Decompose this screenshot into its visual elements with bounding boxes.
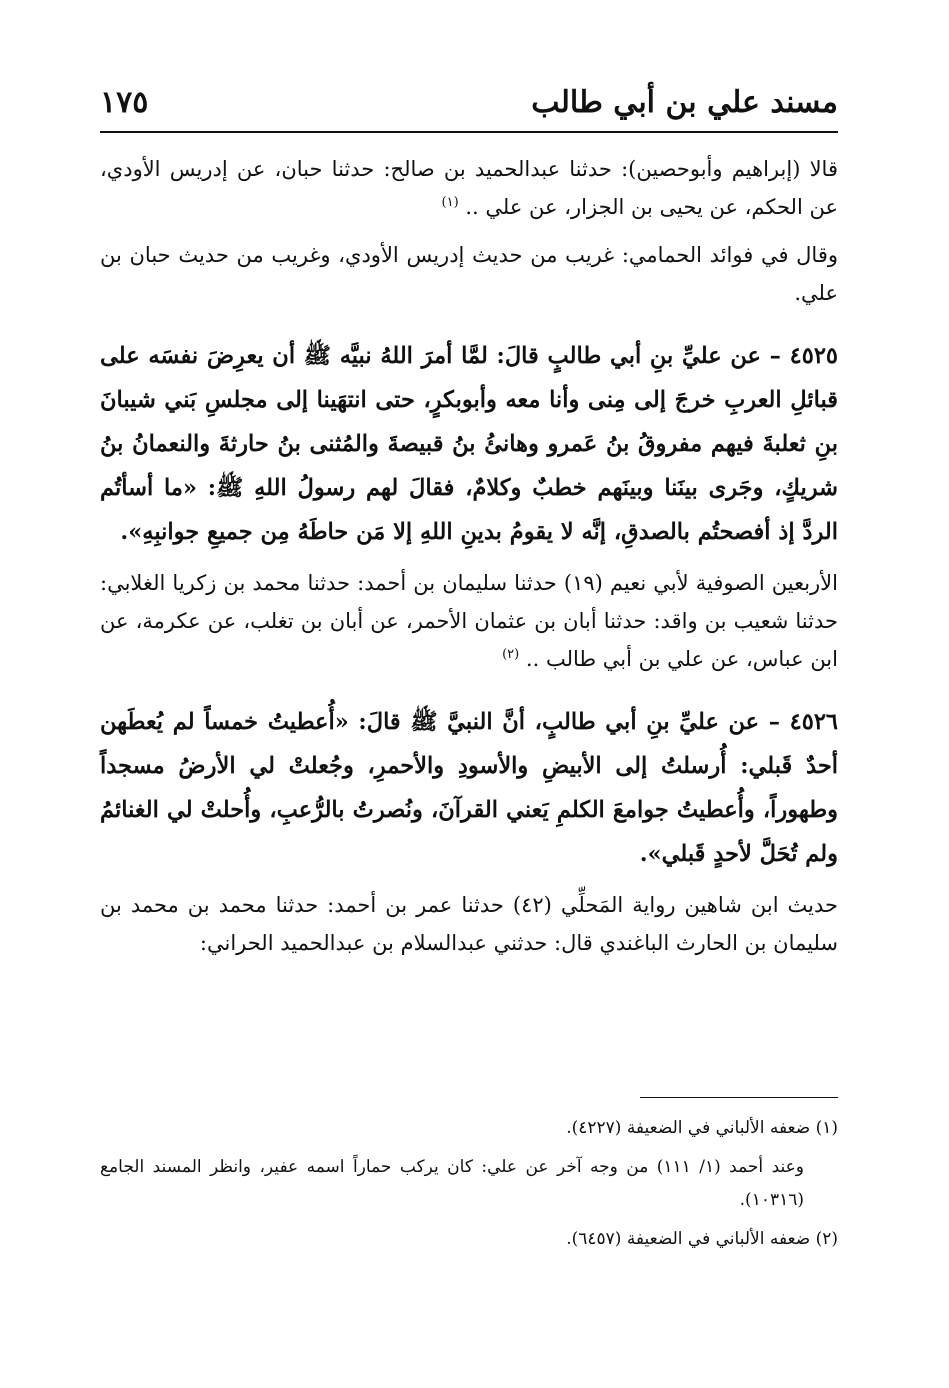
footnote-divider: [640, 1097, 838, 1098]
hadith-text: عن عليِّ بنِ أبي طالبٍ قالَ: لمَّا أمرَ اللهُ نبيَّه ﷺ أن يعرِضَ نفسَه على قبائلِ العربِ خرجَ إلى مِنى وأنا معه وأبوبكرٍ، حتى انتهَينا إلى مجلسِ بَني شيبانَ بنِ ثعلبةَ فيهم مفروقُ بنُ عَمرو وهانئُ بنُ قبيصةَ والمُثنى بنُ حارثةَ والنعمانُ بنُ شريكٍ، وجَرى بينَنا وبينَهم خطبٌ وكلامٌ، فقالَ لهم رسولُ اللهِ ﷺ: «ما أسأتُم الردَّ إذ أفصحتُم بالصدقِ، إنَّه لا يقومُ بدينِ اللهِ إلا مَن حاطَهُ مِن جميعِ جوانبِهِ».: [100, 343, 838, 545]
main-text: [100, 150, 838, 972]
hadith-4526: [100, 700, 838, 876]
footnote-1: (١) ضعفه الألباني في الضعيفة (٤٢٢٧).: [566, 1118, 838, 1138]
paragraph-source-4525: [100, 564, 838, 678]
hadith-4525: [100, 334, 838, 554]
paragraph-text: قالا (إبراهيم وأبوحصين): حدثنا عبدالحميد بن صالح: حدثنا حبان، عن إدريس الأودي، عن الحكم، عن يحيى بن الجزار، عن علي ..: [100, 157, 838, 219]
running-title: مسند علي بن أبي طالب: [531, 85, 838, 120]
hadith-number: ٤٥٢٦ –: [768, 709, 838, 735]
footnote-ref-1: (١): [441, 195, 459, 210]
paragraph-isnad-1: [100, 150, 838, 226]
paragraph-source-4526: حديث ابن شاهين رواية المَحلِّي (٤٢) حدثنا عمر بن أحمد: حدثنا محمد بن محمد بن سليمان بن الحارث الباغندي قال: حدثني عبدالسلام بن عبدالحميد الحراني:: [100, 893, 838, 955]
footnotes: [100, 1112, 838, 1262]
footnote-ref-2: (٢): [502, 647, 520, 662]
paragraph-commentary: وقال في فوائد الحمامي: غريب من حديث إدريس الأودي، وغريب من حديث حبان بن علي.: [100, 243, 838, 305]
page-number: ١٧٥: [100, 85, 149, 120]
footnote-2: (٢) ضعفه الألباني في الضعيفة (٦٤٥٧).: [566, 1229, 838, 1249]
paragraph-text: الأربعين الصوفية لأبي نعيم (١٩) حدثنا سليمان بن أحمد: حدثنا محمد بن زكريا الغلابي: حدثنا شعيب بن واقد: حدثنا أبان بن عثمان الأحمر، عن أبان بن تغلب، عن عكرمة، عن ابن عباس، عن علي بن أبي طالب ..: [100, 571, 838, 671]
hadith-number: ٤٥٢٥ –: [769, 343, 838, 369]
hadith-text: عن عليِّ بنِ أبي طالبٍ، أنَّ النبيَّ ﷺ قالَ: «أُعطيتُ خمساً لم يُعطَهن أحدٌ قَبلي: أُرسلتُ إلى الأبيضِ والأسودِ والأحمرِ، وجُعلتْ لي الأرضُ مسجداً وطهوراً، وأُعطيتُ جوامعَ الكلمِ يَعني القرآنَ، ونُصرتُ بالرُّعبِ، وأُحلتْ لي الغنائمُ ولم تُحَلَّ لأحدٍ قَبلي».: [100, 709, 838, 867]
page-header: [100, 82, 838, 130]
footnote-1-continued: وعند أحمد (١/ ١١١) من وجه آخر عن علي: كان يركب حماراً اسمه عفير، وانظر المسند الجامع (١٠٣١٦).: [100, 1157, 804, 1210]
header-divider: [100, 131, 838, 133]
